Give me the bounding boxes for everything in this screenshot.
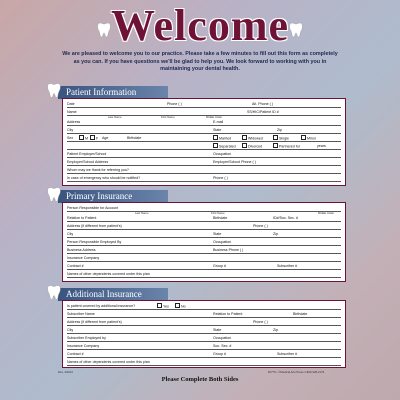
status-row <box>67 142 341 150</box>
date-field[interactable]: Date <box>67 102 75 106</box>
dependents-row <box>67 270 341 278</box>
middle-initial-hint: Middle Initial <box>206 115 222 119</box>
emergency-row <box>67 174 341 182</box>
address-field[interactable]: Address <box>67 120 81 124</box>
birthdate-field[interactable]: Birthdate <box>213 216 228 220</box>
occupation-field[interactable]: Occupation <box>213 336 232 340</box>
minor-checkbox[interactable]: Minor <box>301 135 316 141</box>
employed-by-row <box>67 238 341 246</box>
ssn-field[interactable]: Soc. Sec. # <box>213 344 232 348</box>
employer-row <box>67 150 341 158</box>
additional-question-row <box>67 302 341 310</box>
patient-information-section <box>62 98 346 186</box>
dependents-row <box>67 358 341 366</box>
primary-insurance-section <box>62 202 346 282</box>
employer-field[interactable]: Patient Employer/School <box>67 152 107 156</box>
state-field[interactable]: State <box>213 128 222 132</box>
zip-field[interactable]: Zip <box>277 128 282 132</box>
tooth-icon <box>47 284 61 301</box>
responsible-row <box>67 204 341 212</box>
divorced-checkbox[interactable]: Divorced <box>242 143 262 149</box>
revision-note: Rev. 4/2012 <box>58 370 73 374</box>
ss-field[interactable]: SS/HIC/Patient ID # <box>247 110 279 114</box>
group-field[interactable]: Group # <box>213 264 226 268</box>
footer-note: Please Complete Both Sides <box>161 376 239 383</box>
phone-field[interactable]: Phone ( ) <box>253 320 268 324</box>
zip-field[interactable]: Zip <box>273 328 278 332</box>
employer-address-row <box>67 158 341 166</box>
relation-field[interactable]: Relation to Patient <box>67 216 97 220</box>
business-address-row <box>67 246 341 254</box>
address-row <box>67 118 341 126</box>
employer-address-field[interactable]: Employer/School Address <box>67 160 109 164</box>
employer-phone-field[interactable]: Employer/School Phone ( ) <box>213 160 256 164</box>
patient-information-header: Patient Information <box>58 86 168 99</box>
email-field[interactable]: E-mail <box>213 120 224 124</box>
separated-checkbox[interactable]: Separated <box>213 143 236 149</box>
emergency-field[interactable]: In case of emergency who should be notified? <box>67 176 141 180</box>
group-field[interactable]: Group # <box>213 352 226 356</box>
address-row <box>67 222 341 230</box>
relation-row <box>67 214 341 222</box>
alt-phone-field[interactable]: Alt. Phone ( ) <box>252 102 273 106</box>
address-field[interactable]: Address (if different from patient's) <box>67 320 122 324</box>
sex-f-checkbox[interactable]: F <box>90 135 98 141</box>
phone-field[interactable]: Phone ( ) <box>253 224 268 228</box>
last-name-hint: Last Name <box>108 115 122 119</box>
primary-insurance-header: Primary Insurance <box>58 190 168 203</box>
intro-text: We are pleased to welcome you to our practice. Please take a few minutes to fill out this form as completely as you can. If you have questions we'll be glad to help you. We look forward to working with you in maintaining your dental health. <box>62 51 338 73</box>
emergency-phone-field[interactable]: Phone ( ) <box>213 176 228 180</box>
insurance-company-field[interactable]: Insurance Company <box>67 344 100 348</box>
last-name-hint: Last Name <box>135 211 149 215</box>
single-checkbox[interactable]: Single <box>273 135 289 141</box>
additional-insurance-section <box>62 300 346 368</box>
ssn-field[interactable]: ID#/Soc. Sec. # <box>273 216 298 220</box>
contract-field[interactable]: Contract # <box>67 264 84 268</box>
birthdate-field[interactable]: Birthdate <box>293 312 308 316</box>
employed-by-field[interactable]: Person Responsible Employed By <box>67 240 122 244</box>
name-field[interactable]: Name <box>67 110 77 114</box>
dependents-field[interactable]: Names of other dependents covered under this plan <box>67 272 150 276</box>
additional-question-label: Is patient covered by additional insurance? <box>67 304 136 308</box>
tooth-icon <box>47 82 61 99</box>
referring-field[interactable]: Whom may we thank for referring you? <box>67 168 129 172</box>
widowed-checkbox[interactable]: Widowed <box>242 135 263 141</box>
sex-label: Sex <box>67 136 74 140</box>
city-row <box>67 326 341 334</box>
page-title: Welcome <box>110 1 290 50</box>
sex-row <box>67 134 341 142</box>
additional-insurance-header: Additional Insurance <box>58 288 168 301</box>
subscriber-field[interactable]: Subscriber # <box>277 352 298 356</box>
first-name-hint: First Name <box>211 211 225 215</box>
business-address-field[interactable]: Business Address <box>67 248 96 252</box>
married-checkbox[interactable]: Married <box>213 135 231 141</box>
referring-row <box>67 166 341 174</box>
birthdate-field[interactable]: Birthdate <box>127 136 142 140</box>
middle-initial-hint: Middle Initial <box>318 211 334 215</box>
city-field[interactable]: City <box>67 328 74 332</box>
subscriber-name-row <box>67 310 341 318</box>
date-row <box>67 100 341 108</box>
years-label: years <box>317 144 326 148</box>
zip-field[interactable]: Zip <box>273 232 278 236</box>
contract-row <box>67 350 341 358</box>
no-checkbox[interactable]: No <box>175 303 186 309</box>
contract-row <box>67 262 341 270</box>
partnered-checkbox[interactable]: Partnered for <box>273 143 300 149</box>
subscriber-name-field[interactable]: Subscriber Name <box>67 312 95 316</box>
occupation-field[interactable]: Occupation <box>213 240 232 244</box>
responsible-field[interactable]: Person Responsible for Account <box>67 206 119 210</box>
insurance-company-row <box>67 342 341 350</box>
phone-field[interactable]: Phone ( ) <box>167 102 182 106</box>
insurance-company-row <box>67 254 341 262</box>
dependents-field[interactable]: Names of other dependents covered under this plan <box>67 360 150 364</box>
first-name-hint: First Name <box>161 115 175 119</box>
insurance-company-field[interactable]: Insurance Company <box>67 256 100 260</box>
tooth-icon <box>47 186 61 203</box>
employed-by-field[interactable]: Subscriber Employed by <box>67 336 106 340</box>
city-field[interactable]: City <box>67 128 74 132</box>
occupation-field[interactable]: Occupation <box>213 152 232 156</box>
city-row <box>67 126 341 134</box>
employed-by-row <box>67 334 341 342</box>
contract-field[interactable]: Contract # <box>67 352 84 356</box>
yes-checkbox[interactable]: Yes <box>157 303 169 309</box>
city-field[interactable]: City <box>67 232 74 236</box>
subscriber-field[interactable]: Subscriber # <box>277 264 298 268</box>
address-row <box>67 318 341 326</box>
business-phone-field[interactable]: Business Phone ( ) <box>213 248 244 252</box>
age-field[interactable]: Age <box>102 136 109 140</box>
address-field[interactable]: Address (if different from patient's) <box>67 224 122 228</box>
publisher-note: #2775 • ©Medical Arts Press 1-800-328-2179 <box>268 370 325 374</box>
city-row <box>67 230 341 238</box>
relation-field[interactable]: Relation to Patient <box>213 312 243 316</box>
state-field[interactable]: State <box>213 232 222 236</box>
state-field[interactable]: State <box>213 328 222 332</box>
sex-m-checkbox[interactable]: M <box>79 135 88 141</box>
